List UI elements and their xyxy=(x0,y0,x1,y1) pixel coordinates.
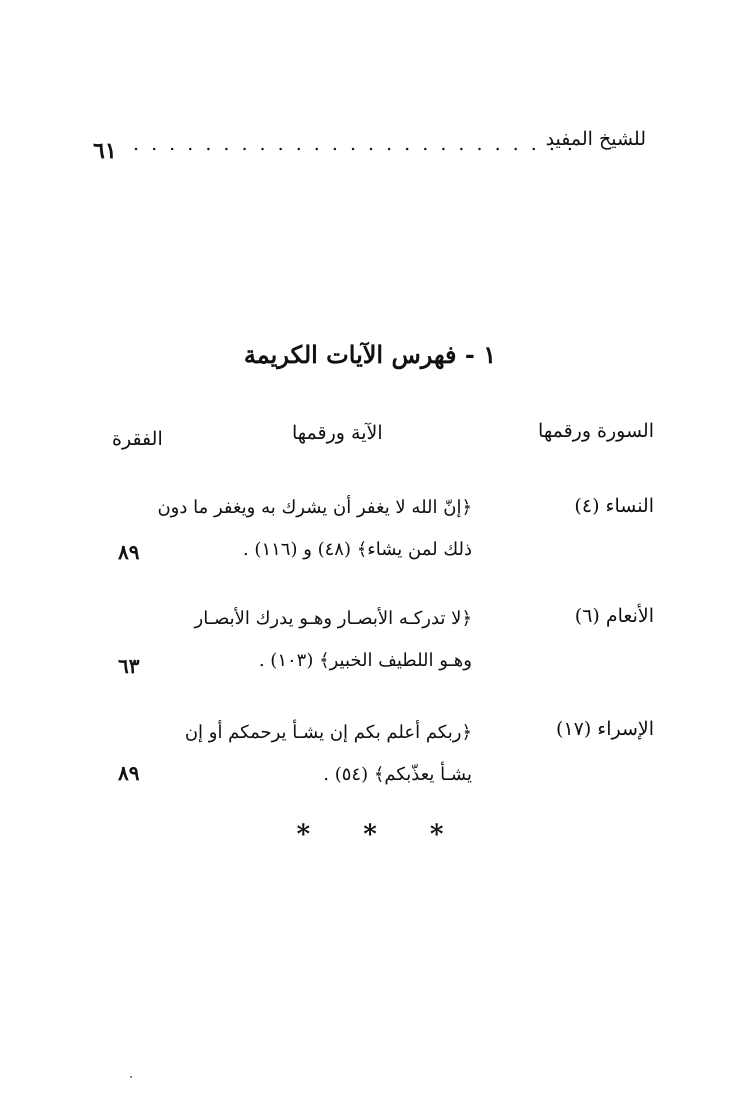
entry-paragraph-number: ٦٣ xyxy=(118,654,140,678)
entry-paragraph-number: ٨٩ xyxy=(118,540,140,564)
running-header-title: للشيخ المفيد xyxy=(545,128,646,150)
header-leader-dots: . . . . . . . . . . . . . . . . . . . . . . . . . xyxy=(133,133,576,155)
entry-verse-line: وهـو اللطيف الخبير﴾ (١٠٣) . xyxy=(258,650,472,671)
entry-verse-line: ﴿إنّ الله لا يغفر أن يشرك به ويغفر ما دون xyxy=(157,497,472,518)
entry-surah: النساء (٤) xyxy=(574,495,654,517)
entry-verse-line: ذلك لمن يشاء﴾ (٤٨) و (١١٦) . xyxy=(242,539,472,560)
page-number: ٦١ xyxy=(93,138,117,164)
column-header-paragraph: الفقرة xyxy=(112,428,163,450)
entry-paragraph-number: ٨٩ xyxy=(118,761,140,785)
entry-surah: الأنعام (٦) xyxy=(574,605,654,627)
entry-verse-line: ﴿ربكم أعلم بكم إن يشـأ يرحمكم أو إن xyxy=(184,722,472,743)
entry-verse-line: يشـأ يعذّبكم﴾ (٥٤) . xyxy=(323,764,472,785)
section-separator: * * * xyxy=(296,820,466,850)
column-header-verse: الآية ورقمها xyxy=(292,422,383,444)
entry-surah: الإسراء (١٧) xyxy=(555,718,654,740)
entry-verse-line: ﴿لا تدركـه الأبصـار وهـو يدرك الأبصـار xyxy=(194,608,472,629)
scan-speck xyxy=(130,1076,132,1078)
column-header-surah: السورة ورقمها xyxy=(538,420,654,442)
section-title: ١ - فهرس الآيات الكريمة xyxy=(243,340,497,369)
